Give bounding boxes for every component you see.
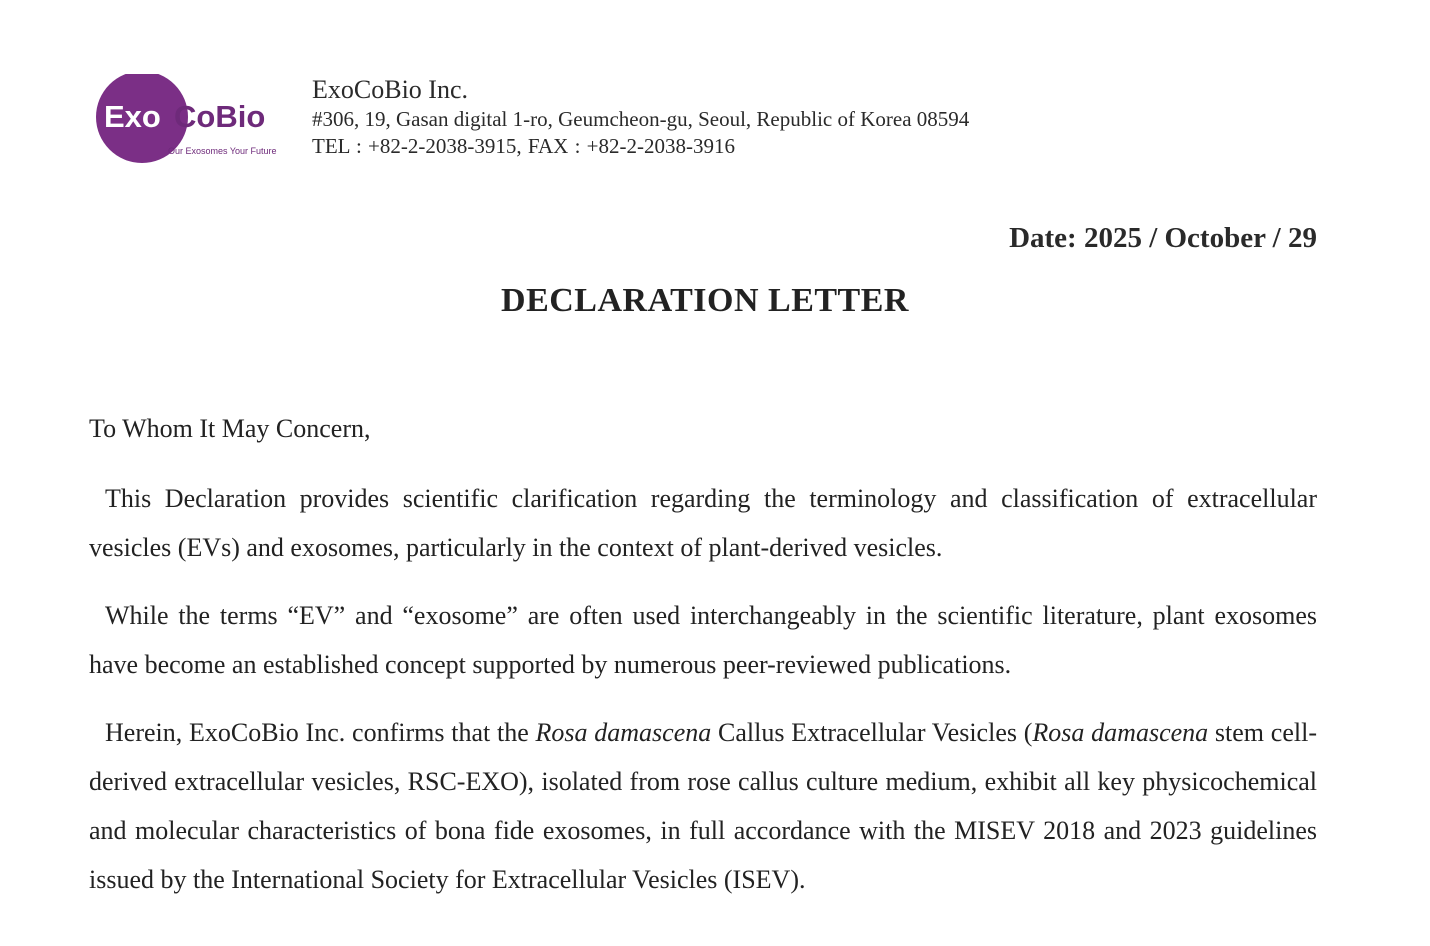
logo-tagline: Our Exosomes Your Future [168, 146, 277, 156]
paragraph-1: This Declaration provides scientific clarification regarding the terminology and classification of extracellular vesicles (EVs) and exosomes, particularly in the context of plant-derived vesicles. [89, 484, 1317, 562]
logo-text-cobio: CoBio [174, 99, 266, 134]
letter-body [89, 412, 1317, 923]
company-info [312, 74, 1212, 160]
company-contact: TEL : +82-2-2038-3915, FAX : +82-2-2038-3916 [312, 134, 735, 158]
letter-date: Date: 2025 / October / 29 [1009, 222, 1317, 254]
company-address: #306, 19, Gasan digital 1-ro, Geumcheon-gu, Seoul, Republic of Korea 08594 [312, 107, 970, 131]
species-name-italic-2: Rosa damascena [1032, 718, 1209, 747]
salutation: To Whom It May Concern, [89, 414, 371, 443]
paragraph-3-text-1: Herein, ExoCoBio Inc. confirms that the [105, 718, 536, 747]
paragraph-3 [89, 708, 1317, 904]
paragraph-3-text-2: Callus Extracellular Vesicles ( [711, 718, 1033, 747]
logo-text-exo: Exo [104, 99, 161, 134]
company-name: ExoCoBio Inc. [312, 75, 468, 104]
logo-graphic [94, 74, 294, 164]
paragraph-3-text-3: stem cell-derived extracellular vesicles, RSC-EXO), isolated from rose callus culture medium, exhibit all key physicochemical and molecular characteristics of bona fide exosomes, in full accordance with the MISEV 2018 and 2023 guidelines issued by the International Society for Extracellular Vesicles (ISEV). [89, 718, 1317, 894]
paragraph-2: While the terms “EV” and “exosome” are often used interchangeably in the scientific literature, plant exosomes have become an established concept supported by numerous peer-reviewed publications. [89, 601, 1317, 679]
document-title: DECLARATION LETTER [501, 282, 909, 319]
letterhead [94, 74, 1194, 174]
species-name-italic-1: Rosa damascena [535, 718, 712, 747]
company-logo [94, 74, 294, 164]
